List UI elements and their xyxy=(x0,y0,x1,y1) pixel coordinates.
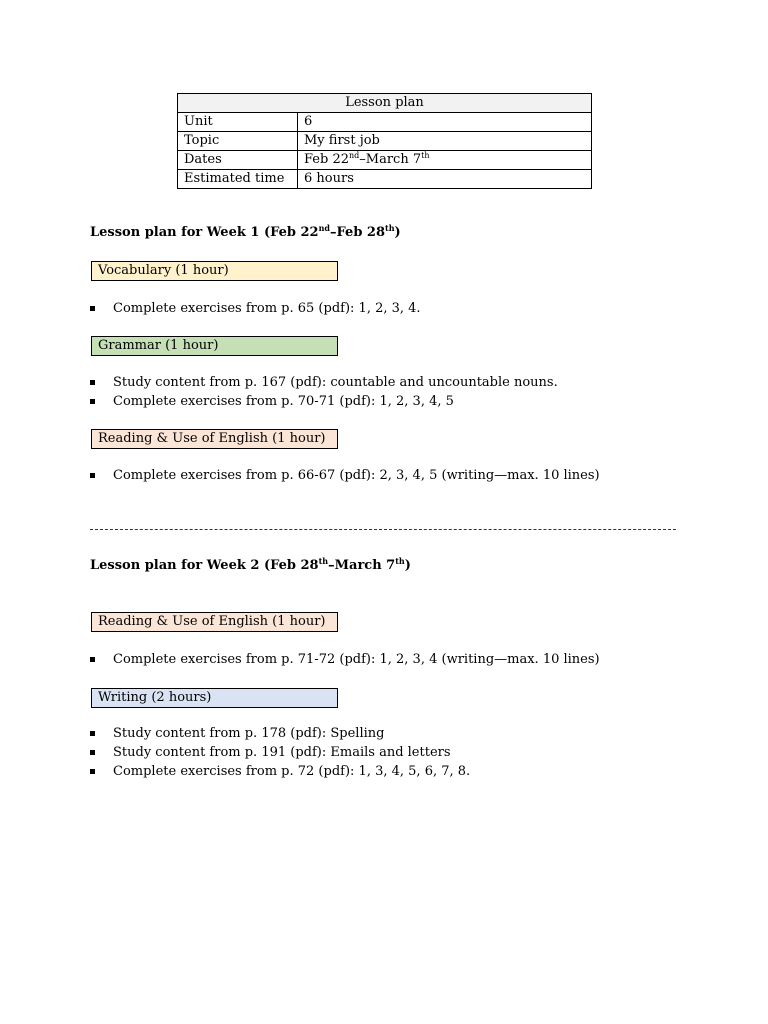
row-value-topic: My first job xyxy=(298,132,592,151)
list-item-text: Study content from p. 167 (pdf): countable and uncountable nouns. xyxy=(113,375,558,390)
week2-heading-text: –March 7 xyxy=(328,558,396,573)
week1-heading-text: –Feb 28 xyxy=(330,225,386,240)
bullet-square-icon xyxy=(90,399,95,404)
week2-heading-sup: th xyxy=(395,556,405,566)
list-item xyxy=(88,724,470,743)
dates-end-suffix: th xyxy=(421,151,430,160)
dates-end: –March 7 xyxy=(359,152,422,167)
week2-heading-text: Lesson plan for Week 2 (Feb 28 xyxy=(90,558,319,573)
section-reading-use-of-english: Reading & Use of English (1 hour) xyxy=(91,612,338,632)
lesson-plan-table xyxy=(177,93,592,189)
list-item xyxy=(88,762,470,781)
list-item-text: Complete exercises from p. 65 (pdf): 1, 2, 3, 4. xyxy=(113,301,421,316)
table-row xyxy=(178,151,592,170)
reading-list xyxy=(88,466,600,485)
bullet-square-icon xyxy=(90,473,95,478)
list-item xyxy=(88,392,558,411)
row-label-estimated-time: Estimated time xyxy=(178,170,298,189)
week1-heading-sup: nd xyxy=(318,223,331,233)
table-row xyxy=(178,113,592,132)
row-value-dates xyxy=(298,151,592,170)
list-item xyxy=(88,466,600,485)
row-label-topic: Topic xyxy=(178,132,298,151)
table-row xyxy=(178,132,592,151)
week2-heading xyxy=(90,558,411,573)
list-item-text: Complete exercises from p. 70-71 (pdf): 1, 2, 3, 4, 5 xyxy=(113,394,454,409)
grammar-list xyxy=(88,373,558,411)
bullet-square-icon xyxy=(90,306,95,311)
week2-heading-text: ) xyxy=(404,558,411,573)
list-item-text: Complete exercises from p. 72 (pdf): 1, 3, 4, 5, 6, 7, 8. xyxy=(113,764,471,779)
bullet-square-icon xyxy=(90,731,95,736)
list-item-text: Complete exercises from p. 71-72 (pdf): 1, 2, 3, 4 (writing—max. 10 lines) xyxy=(113,652,600,667)
section-writing: Writing (2 hours) xyxy=(91,688,338,708)
vocabulary-list xyxy=(88,299,421,318)
list-item-text: Study content from p. 178 (pdf): Spelling xyxy=(113,726,385,741)
section-grammar: Grammar (1 hour) xyxy=(91,336,338,356)
reading-list xyxy=(88,650,600,669)
row-label-dates: Dates xyxy=(178,151,298,170)
writing-list xyxy=(88,724,470,781)
dates-start-suffix: nd xyxy=(349,151,360,160)
bullet-square-icon xyxy=(90,657,95,662)
table-header-row xyxy=(178,94,592,113)
section-vocabulary: Vocabulary (1 hour) xyxy=(91,261,338,281)
section-divider xyxy=(90,529,676,530)
table-row xyxy=(178,170,592,189)
week1-heading-text: Lesson plan for Week 1 (Feb 22 xyxy=(90,225,319,240)
week1-heading-text: ) xyxy=(394,225,401,240)
dates-start: Feb 22 xyxy=(304,152,349,167)
row-label-unit: Unit xyxy=(178,113,298,132)
list-item xyxy=(88,743,470,762)
bullet-square-icon xyxy=(90,750,95,755)
week2-heading-sup: th xyxy=(318,556,329,566)
list-item xyxy=(88,650,600,669)
list-item-text: Complete exercises from p. 66-67 (pdf): 2, 3, 4, 5 (writing—max. 10 lines) xyxy=(113,468,600,483)
list-item xyxy=(88,373,558,392)
bullet-square-icon xyxy=(90,769,95,774)
section-reading-use-of-english: Reading & Use of English (1 hour) xyxy=(91,429,338,449)
list-item xyxy=(88,299,421,318)
week1-heading xyxy=(90,225,401,240)
row-value-unit: 6 xyxy=(298,113,592,132)
list-item-text: Study content from p. 191 (pdf): Emails and letters xyxy=(113,745,451,760)
bullet-square-icon xyxy=(90,380,95,385)
table-title: Lesson plan xyxy=(178,94,592,113)
row-value-estimated-time: 6 hours xyxy=(298,170,592,189)
week1-heading-sup: th xyxy=(385,223,395,233)
